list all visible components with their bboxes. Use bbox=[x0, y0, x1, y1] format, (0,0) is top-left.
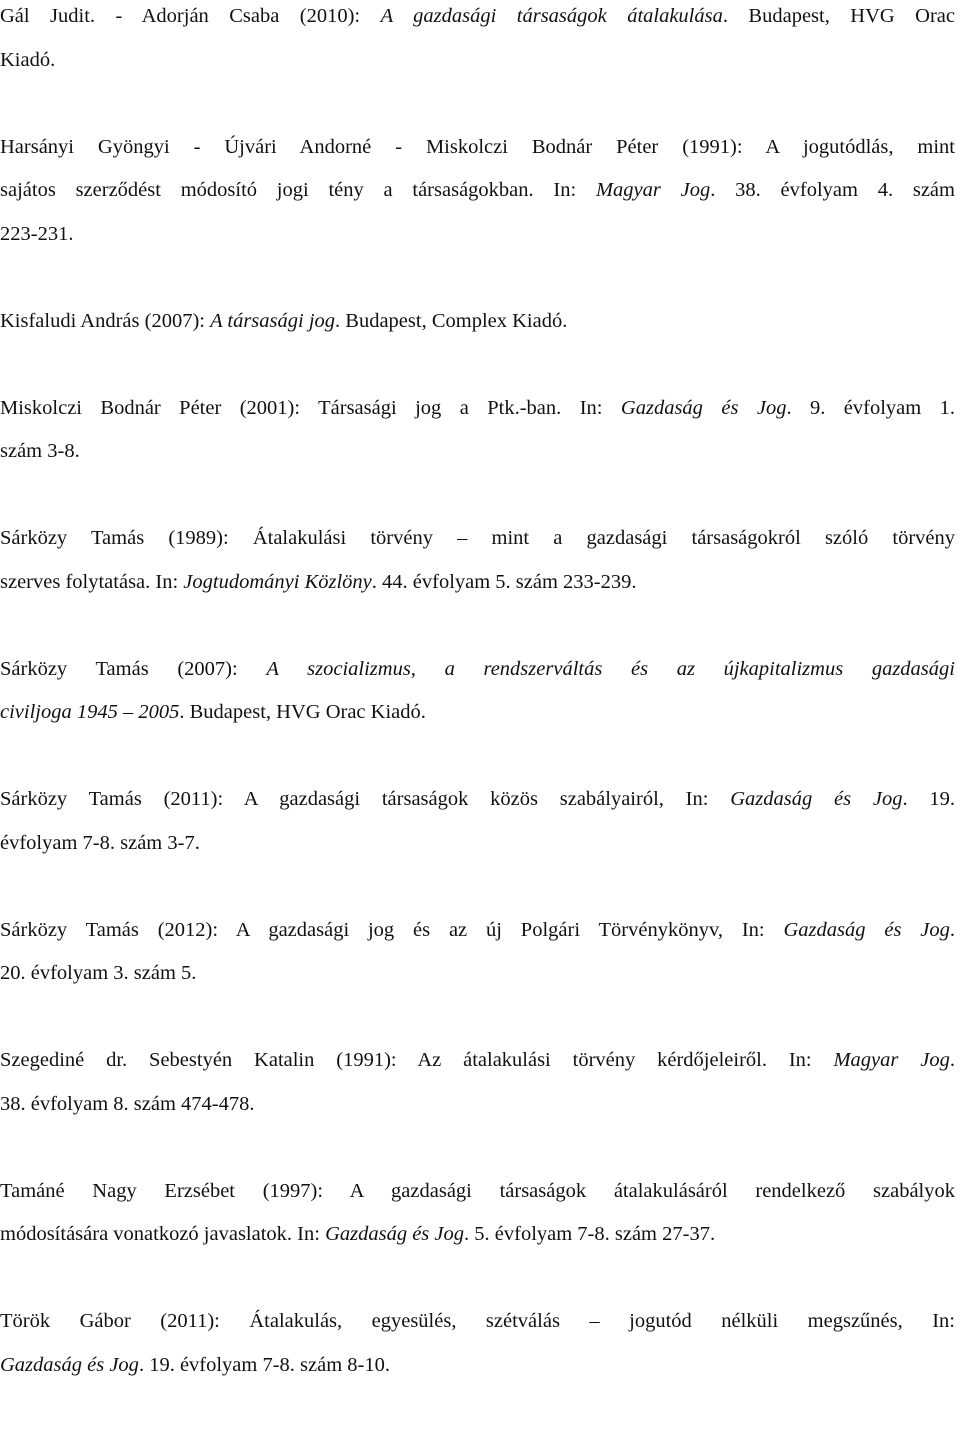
reference-text: . bbox=[949, 918, 955, 941]
reference-title-italic: Gazdaság és Jog bbox=[783, 918, 950, 941]
reference-text: sajátos szerződést módosító jogi tény a társaságokban. In: bbox=[0, 179, 596, 201]
reference-text: . 19. évfolyam 7-8. szám 8-10. bbox=[138, 1353, 391, 1376]
reference-line bbox=[0, 126, 955, 170]
reference-text: Sárközy Tamás (2011): A gazdasági társaságok közös szabályairól, In: bbox=[0, 788, 731, 810]
reference-entry bbox=[0, 517, 955, 604]
reference-line bbox=[0, 430, 955, 474]
reference-title-italic: A gazdasági társaságok átalakulása bbox=[380, 5, 723, 27]
reference-text: Gál Judit. - Adorján Csaba (2010): bbox=[0, 5, 381, 27]
reference-title-italic: Gazdaság és Jog bbox=[0, 1353, 139, 1376]
reference-line bbox=[0, 1344, 955, 1388]
reference-line bbox=[0, 648, 955, 692]
reference-title-italic: Gazdaság és Jog bbox=[325, 1223, 465, 1245]
reference-text: . 19. bbox=[902, 788, 956, 810]
reference-entry bbox=[0, 300, 955, 344]
reference-line bbox=[0, 39, 955, 83]
reference-line bbox=[0, 1170, 955, 1214]
reference-entry bbox=[0, 0, 955, 82]
reference-line bbox=[0, 952, 955, 996]
reference-text: módosítására vonatkozó javaslatok. In: bbox=[0, 1223, 326, 1245]
reference-line bbox=[0, 561, 955, 605]
reference-line bbox=[0, 213, 955, 257]
reference-text: 223-231. bbox=[0, 222, 74, 245]
reference-line bbox=[0, 778, 955, 822]
reference-line bbox=[0, 822, 955, 866]
reference-text: . 5. évfolyam 7-8. szám 27-37. bbox=[464, 1223, 716, 1245]
reference-entry bbox=[0, 1170, 955, 1257]
reference-text: . bbox=[949, 1049, 955, 1071]
reference-text: évfolyam 7-8. szám 3-7. bbox=[0, 831, 200, 854]
reference-line bbox=[0, 1083, 955, 1127]
reference-title-italic: Gazdaság és Jog bbox=[730, 788, 903, 810]
reference-line bbox=[0, 169, 955, 213]
reference-line bbox=[0, 1213, 955, 1257]
reference-title-italic: A szocializmus, a rendszerváltás és az újkapitalizmus gazdasági bbox=[266, 657, 955, 680]
reference-title-italic: Gazdaság és Jog bbox=[620, 396, 787, 419]
reference-text: . Budapest, Complex Kiadó. bbox=[335, 309, 568, 332]
reference-text: . 9. évfolyam 1. bbox=[786, 396, 956, 419]
reference-line bbox=[0, 517, 955, 561]
reference-entry bbox=[0, 1039, 955, 1126]
reference-line bbox=[0, 909, 955, 953]
reference-entry bbox=[0, 126, 955, 257]
reference-title-italic: Magyar Jog bbox=[833, 1049, 950, 1071]
reference-text: szerves folytatása. In: bbox=[0, 570, 184, 593]
reference-text: Török Gábor (2011): Átalakulás, egyesülés, szétválás – jogutód nélküli megszűnés, In: bbox=[0, 1310, 955, 1332]
reference-line bbox=[0, 300, 955, 344]
reference-text: . 38. évfolyam 4. szám bbox=[710, 179, 955, 201]
reference-entry bbox=[0, 909, 955, 996]
reference-title-italic: civiljoga 1945 – 2005 bbox=[0, 701, 180, 723]
reference-text: Kiadó. bbox=[0, 48, 56, 71]
reference-text: szám 3-8. bbox=[0, 440, 80, 462]
reference-text: Kisfaludi András (2007): bbox=[0, 309, 211, 332]
reference-text: . Budapest, HVG Orac Kiadó. bbox=[179, 701, 426, 723]
reference-entry bbox=[0, 778, 955, 865]
reference-title-italic: Jogtudományi Közlöny bbox=[183, 570, 372, 593]
reference-text: Tamáné Nagy Erzsébet (1997): A gazdasági társaságok átalakulásáról rendelkező szabályok bbox=[0, 1179, 955, 1202]
reference-line bbox=[0, 1039, 955, 1083]
reference-line bbox=[0, 387, 955, 431]
reference-line bbox=[0, 0, 955, 39]
reference-text: Miskolczi Bodnár Péter (2001): Társasági jog a Ptk.-ban. In: bbox=[0, 396, 621, 419]
reference-text: Szegediné dr. Sebestyén Katalin (1991): Az átalakulási törvény kérdőjeleiről. In: bbox=[0, 1049, 834, 1071]
reference-text: Sárközy Tamás (2007): bbox=[0, 657, 267, 680]
reference-text: Harsányi Gyöngyi - Újvári Andorné - Miskolczi Bodnár Péter (1991): A jogutódlás, mint bbox=[0, 135, 955, 158]
reference-text: . Budapest, HVG Orac bbox=[722, 5, 955, 27]
reference-entry bbox=[0, 648, 955, 735]
reference-line bbox=[0, 1300, 955, 1344]
reference-text: Sárközy Tamás (1989): Átalakulási törvény – mint a gazdasági társaságokról szóló törvény bbox=[0, 527, 955, 549]
reference-title-italic: Magyar Jog bbox=[595, 179, 711, 201]
reference-text: . 44. évfolyam 5. szám 233-239. bbox=[371, 570, 637, 593]
reference-text: 38. évfolyam 8. szám 474-478. bbox=[0, 1092, 255, 1115]
reference-entry bbox=[0, 387, 955, 474]
reference-text: 20. évfolyam 3. szám 5. bbox=[0, 962, 197, 984]
reference-entry bbox=[0, 1300, 955, 1387]
reference-line bbox=[0, 691, 955, 735]
reference-text: Sárközy Tamás (2012): A gazdasági jog és az új Polgári Törvénykönyv, In: bbox=[0, 918, 784, 941]
reference-title-italic: A társasági jog bbox=[210, 309, 336, 332]
